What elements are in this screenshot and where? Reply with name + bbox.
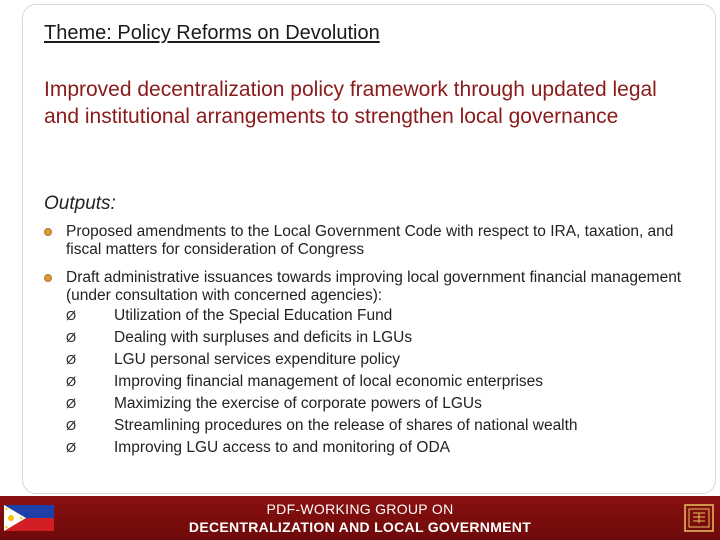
footer-line-2: DECENTRALIZATION AND LOCAL GOVERNMENT <box>188 519 532 535</box>
sub-list-item: Ø LGU personal services expenditure policy <box>44 349 684 371</box>
sub-list-item: Ø Improving financial management of local economic enterprises <box>44 371 684 393</box>
sub-list-item: Ø Streamlining procedures on the release of shares of national wealth <box>44 415 684 437</box>
bullet-item-2 <box>44 269 684 459</box>
footer-text <box>0 500 720 536</box>
slide-headline: Improved decentralization policy framework through updated legal and institutional arrangements to strengthen local governance <box>44 78 657 128</box>
arrow-bullet-icon: Ø <box>66 396 77 411</box>
sub-list-item: Ø Utilization of the Special Education Fund <box>44 305 684 327</box>
seal-icon <box>684 504 714 532</box>
bullet-dot-icon <box>44 274 52 282</box>
arrow-bullet-icon: Ø <box>66 440 77 455</box>
arrow-bullet-icon: Ø <box>66 374 77 389</box>
outputs-label: Outputs: <box>44 193 116 214</box>
arrow-bullet-icon: Ø <box>66 418 77 433</box>
bullet-text: Proposed amendments to the Local Government Code with respect to IRA, taxation, and fiscal matters for consideration of Congress <box>66 223 674 258</box>
bullet-text: Draft administrative issuances towards improving local government financial management (under consultation with concerned agencies): <box>66 269 682 304</box>
footer-bar <box>0 496 720 540</box>
sub-list-item: Ø Maximizing the exercise of corporate powers of LGUs <box>44 393 684 415</box>
sub-bullet-list <box>44 305 684 459</box>
bullet-item-1 <box>44 223 684 259</box>
arrow-bullet-icon: Ø <box>66 352 77 367</box>
sub-list-item: Ø Dealing with surpluses and deficits in LGUs <box>44 327 684 349</box>
arrow-bullet-icon: Ø <box>66 308 77 323</box>
sub-list-item: Ø Improving LGU access to and monitoring of ODA <box>44 437 684 459</box>
footer-line-1: PDF-WORKING GROUP ON <box>266 501 454 517</box>
arrow-bullet-icon: Ø <box>66 330 77 345</box>
bullet-dot-icon <box>44 228 52 236</box>
slide-theme-title: Theme: Policy Reforms on Devolution <box>44 22 380 44</box>
